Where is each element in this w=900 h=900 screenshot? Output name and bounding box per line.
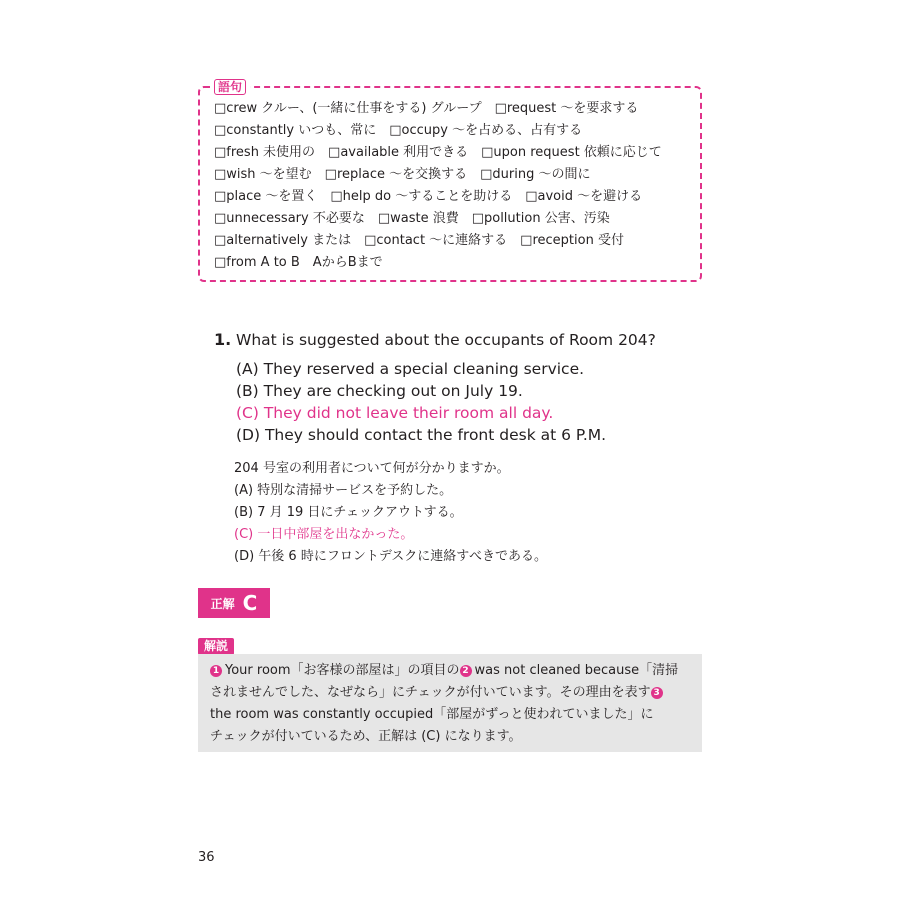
ja-option-c-correct: (C) 一日中部屋を出なかった。: [234, 527, 414, 542]
marker-2-icon: 2: [460, 665, 472, 677]
explanation-box: [198, 654, 702, 752]
answer-label: 正解: [210, 596, 235, 611]
ja-option-b: (B) 7 月 19 日にチェックアウトする。: [234, 505, 463, 520]
vocab-line: □crew クルー、(一緒に仕事をする) グループ □request ～を要求する: [214, 101, 639, 116]
vocab-line: □unnecessary 不必要な □waste 浪費 □pollution 公害、汚染: [214, 211, 610, 226]
vocab-line: □alternatively または □contact ～に連絡する □reception 受付: [214, 233, 624, 248]
ja-option-d: (D) 午後 6 時にフロントデスクに連絡すべきである。: [234, 549, 548, 564]
question-text: What is suggested about the occupants of Room 204?: [236, 331, 656, 349]
marker-3-icon: 3: [651, 687, 663, 699]
vocab-line: □wish ～を望む □replace ～を交換する □during ～の間に: [214, 167, 591, 182]
vocab-label: 語句: [210, 78, 250, 96]
option-c-correct: (C) They did not leave their room all day.: [236, 404, 554, 422]
marker-1-icon: 1: [210, 665, 222, 677]
vocab-line: □from A to B AからBまで: [214, 255, 383, 270]
vocab-line: □place ～を置く □help do ～することを助ける □avoid ～を避ける: [214, 189, 643, 204]
vocab-line: □fresh 未使用の □available 利用できる □upon request 依頼に応じて: [214, 145, 662, 160]
page-number: 36: [198, 850, 215, 865]
explanation-line-4: チェックが付いているため、正解は (C) になります。: [210, 729, 522, 744]
question-number: 1.: [214, 330, 232, 349]
answer-badge: [198, 588, 270, 618]
explanation-line-3: the room was constantly occupied「部屋がずっと使われていました」に: [210, 707, 654, 722]
vocab-box: [198, 80, 702, 282]
question-title: [214, 330, 694, 354]
option-b: (B) They are checking out on July 19.: [236, 382, 523, 400]
option-a: (A) They reserved a special cleaning service.: [236, 360, 585, 378]
explanation-line-1: 1 Your room「お客様の部屋は」の項目の 2 was not cleaned because「清掃: [210, 660, 690, 682]
option-d: (D) They should contact the front desk at 6 P.M.: [236, 426, 607, 444]
vocab-line: □constantly いつも、常に □occupy ～を占める、占有する: [214, 123, 583, 138]
explanation-label: 解説: [198, 638, 234, 655]
ja-question: 204 号室の利用者について何が分かりますか。: [234, 461, 510, 476]
japanese-translation: [234, 458, 694, 568]
explanation-line-2: されませんでした、なぜなら」にチェックが付いています。その理由を表す 3: [210, 682, 690, 704]
question-block: [214, 330, 694, 446]
answer-value: C: [242, 591, 258, 615]
ja-option-a: (A) 特別な清掃サービスを予約した。: [234, 483, 453, 498]
vocab-list: [214, 98, 692, 274]
